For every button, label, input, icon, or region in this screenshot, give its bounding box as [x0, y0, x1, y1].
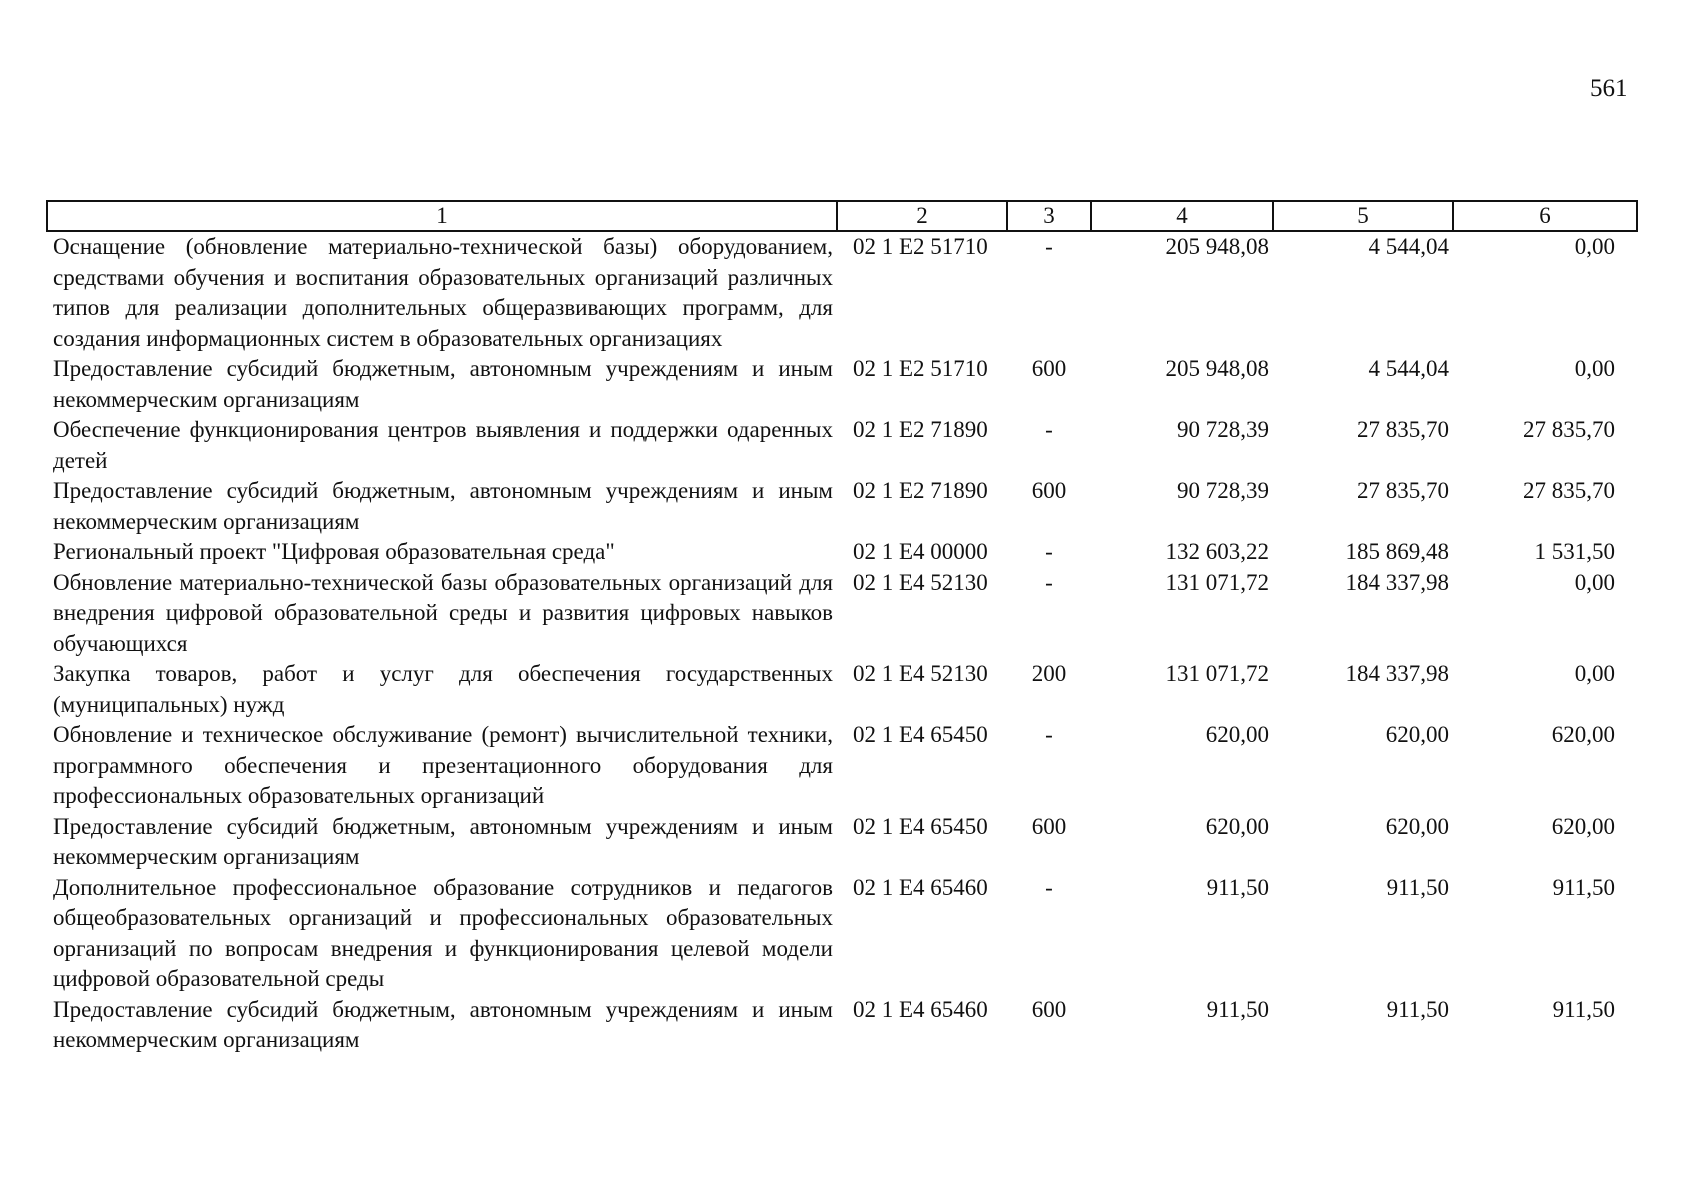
row-code: 02 1 E4 65450 [853, 813, 988, 839]
row-code: 02 1 E4 65460 [853, 996, 988, 1022]
header-col-3: 3 [1007, 201, 1091, 231]
row-name: Предоставление субсидий бюджетным, автономным учреждениям и иным некоммерческим организациям [53, 813, 833, 869]
row-code: 02 1 E2 51710 [853, 356, 988, 381]
row-value-col5: 620,00 [1385, 813, 1449, 839]
table-body [47, 231, 1637, 1056]
header-col-4: 4 [1091, 201, 1273, 231]
row-name: Закупка товаров, работ и услуг для обеспечения государственных (муниципальных) нужд [53, 661, 833, 717]
row-code: 02 1 E4 00000 [853, 539, 988, 564]
row-name: Оснащение (обновление материально-технической базы) оборудованием, средствами обучения и воспитания образовательных организаций различных типов для реализации дополнительных общеразвивающих программ, для создания информационных систем в образовательных организациях [53, 234, 833, 351]
table-row [47, 415, 1637, 476]
row-value-col6: 0,00 [1574, 661, 1615, 686]
row-expense-type: - [1045, 234, 1053, 259]
row-expense-type: - [1045, 417, 1053, 442]
page-number: 561 [1590, 75, 1628, 102]
row-value-col4: 620,00 [1205, 722, 1269, 747]
row-expense-type: 200 [1031, 661, 1067, 686]
row-name: Обновление и техническое обслуживание (ремонт) вычислительной техники, программного обеспечения и презентационного оборудования для профессиональных образовательных организаций [53, 722, 833, 808]
row-name: Обеспечение функционирования центров выявления и поддержки одаренных детей [53, 417, 833, 473]
row-value-col5: 4 544,04 [1368, 234, 1449, 259]
row-expense-type: - [1045, 874, 1053, 900]
table-header [47, 201, 1637, 231]
row-value-col6: 620,00 [1551, 722, 1615, 747]
row-value-col4: 205 948,08 [1165, 234, 1269, 259]
row-code: 02 1 E4 65460 [853, 874, 988, 900]
row-value-col5: 184 337,98 [1345, 569, 1449, 595]
row-value-col4: 911,50 [1206, 874, 1269, 900]
header-col-2: 2 [837, 201, 1007, 231]
row-expense-type: 600 [1031, 996, 1067, 1022]
header-col-1: 1 [47, 201, 837, 231]
row-code: 02 1 E2 71890 [853, 417, 988, 442]
row-code: 02 1 E4 52130 [853, 661, 988, 686]
row-value-col5: 4 544,04 [1368, 356, 1449, 381]
table-row [47, 720, 1637, 812]
header-col-6: 6 [1453, 201, 1637, 231]
row-expense-type: 600 [1031, 478, 1067, 503]
row-value-col6: 27 835,70 [1523, 478, 1615, 503]
row-value-col4: 90 728,39 [1177, 478, 1269, 503]
row-code: 02 1 E2 71890 [853, 478, 988, 503]
row-value-col4: 90 728,39 [1177, 417, 1269, 442]
table-row [47, 354, 1637, 415]
row-value-col5: 911,50 [1386, 996, 1449, 1022]
row-value-col6: 27 835,70 [1523, 417, 1615, 442]
table-row [47, 812, 1637, 873]
header-row [47, 201, 1637, 231]
row-expense-type: - [1045, 569, 1053, 595]
row-value-col5: 27 835,70 [1357, 478, 1449, 503]
table-row [47, 659, 1637, 720]
row-expense-type: 600 [1031, 813, 1067, 839]
row-value-col6: 0,00 [1574, 234, 1615, 259]
row-value-col6: 620,00 [1551, 813, 1615, 839]
row-expense-type: - [1045, 539, 1053, 564]
row-name: Дополнительное профессиональное образование сотрудников и педагогов общеобразовательных организаций и профессиональных образовательных организаций по вопросам внедрения и функционирования целевой модели цифровой образовательной среды [53, 874, 833, 991]
row-value-col4: 132 603,22 [1165, 539, 1269, 564]
row-value-col6: 1 531,50 [1534, 539, 1615, 564]
row-code: 02 1 E4 52130 [853, 569, 988, 595]
header-col-5: 5 [1273, 201, 1453, 231]
table-row [47, 995, 1637, 1056]
row-value-col6: 911,50 [1552, 874, 1615, 900]
row-value-col6: 0,00 [1574, 569, 1615, 595]
table-row [47, 231, 1637, 354]
row-name: Региональный проект "Цифровая образовательная среда" [53, 539, 615, 564]
row-value-col5: 911,50 [1386, 874, 1449, 900]
row-value-col4: 205 948,08 [1165, 356, 1269, 381]
table-row [47, 873, 1637, 995]
row-expense-type: 600 [1031, 356, 1067, 381]
row-value-col4: 620,00 [1205, 813, 1269, 839]
table-row [47, 537, 1637, 568]
row-name: Предоставление субсидий бюджетным, автономным учреждениям и иным некоммерческим организациям [53, 356, 833, 412]
row-name: Предоставление субсидий бюджетным, автономным учреждениям и иным некоммерческим организациям [53, 478, 833, 534]
row-name: Предоставление субсидий бюджетным, автономным учреждениям и иным некоммерческим организациям [53, 996, 833, 1052]
row-value-col6: 911,50 [1552, 996, 1615, 1022]
row-value-col4: 911,50 [1206, 996, 1269, 1022]
row-value-col5: 27 835,70 [1357, 417, 1449, 442]
row-value-col4: 131 071,72 [1165, 661, 1269, 686]
budget-table [46, 200, 1638, 1056]
row-value-col5: 620,00 [1385, 722, 1449, 747]
row-value-col5: 185 869,48 [1345, 539, 1449, 564]
row-value-col5: 184 337,98 [1345, 661, 1449, 686]
row-expense-type: - [1045, 722, 1053, 747]
row-name: Обновление материально-технической базы образовательных организаций для внедрения цифровой образовательной среды и развития цифровых навыков обучающихся [53, 569, 833, 656]
table-row [47, 476, 1637, 537]
table-row [47, 568, 1637, 660]
row-code: 02 1 E4 65450 [853, 722, 988, 747]
row-value-col6: 0,00 [1574, 356, 1615, 381]
row-code: 02 1 E2 51710 [853, 234, 988, 259]
row-value-col4: 131 071,72 [1165, 569, 1269, 595]
